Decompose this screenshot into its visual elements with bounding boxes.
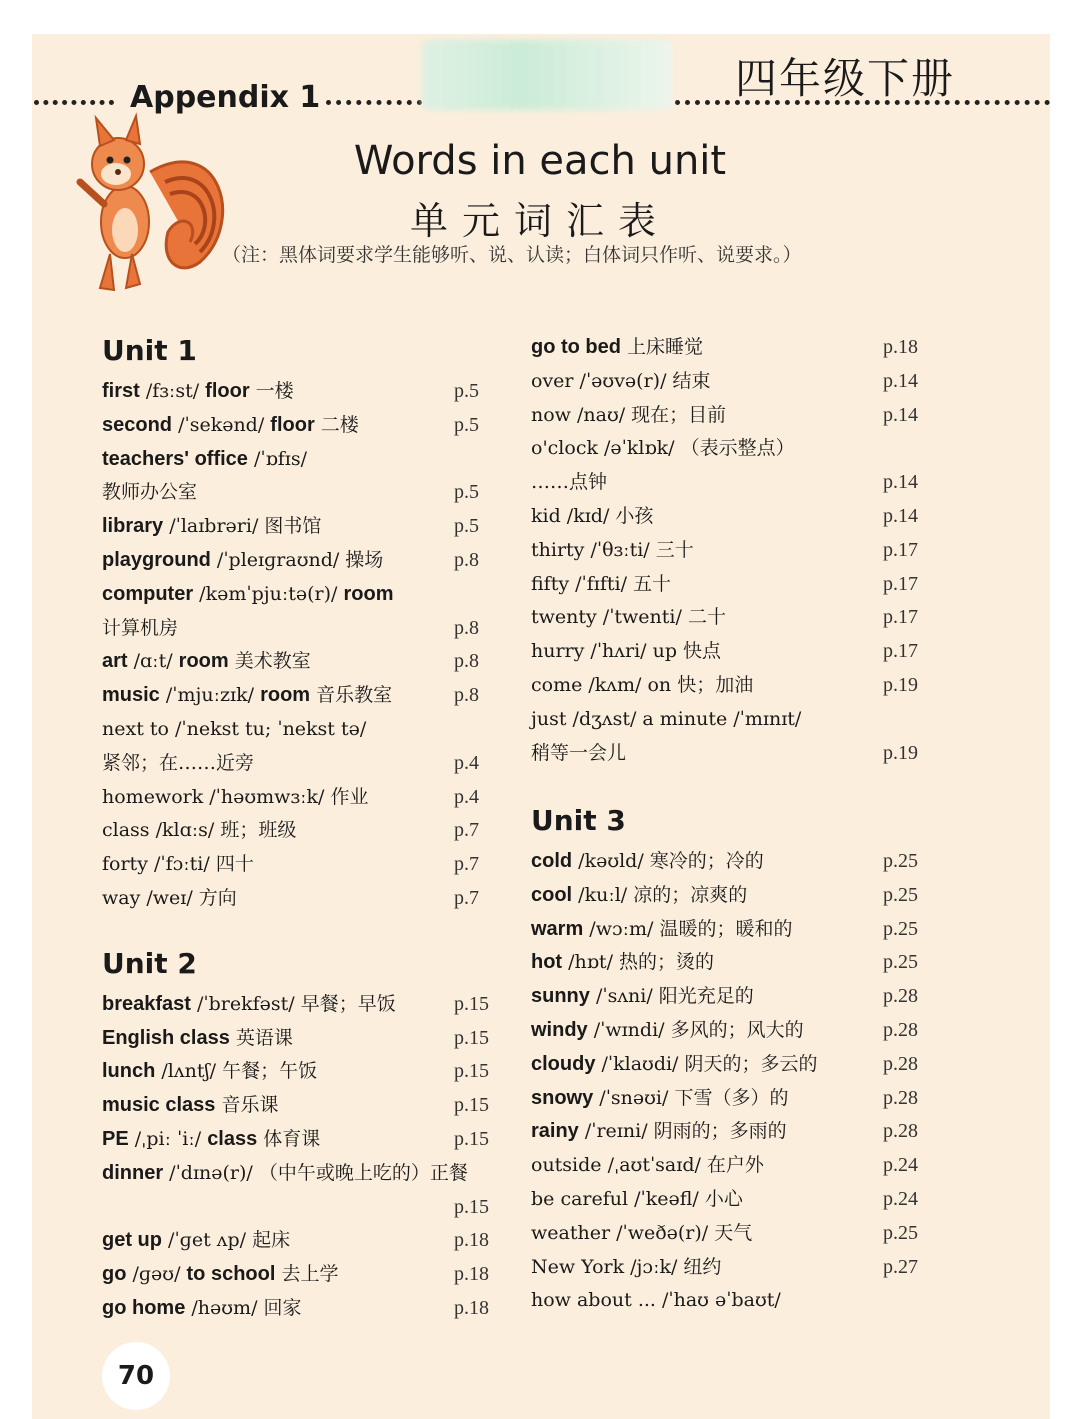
list-item	[531, 1017, 804, 1043]
list-item	[102, 1160, 468, 1186]
entry-definition-extra: 体育课	[257, 1128, 321, 1150]
list-item	[102, 1058, 317, 1084]
list-item	[531, 571, 671, 597]
entry-definition: ……点钟	[531, 471, 608, 494]
entry-word: computer	[102, 582, 194, 605]
entry-word: second	[102, 413, 173, 436]
entry-definition: /ˈklaʊdi/ 阴天的；多云的	[595, 1052, 818, 1075]
entry-definition: /lʌntʃ/ 午餐；午饭	[155, 1060, 318, 1083]
list-item	[102, 750, 254, 776]
entry-definition: be careful /ˈkeəfl/ 小心	[531, 1188, 743, 1210]
entry-word: music	[102, 684, 160, 707]
entry-definition: /ˈdɪnə(r)/ （中午或晚上吃的）正餐	[163, 1161, 468, 1184]
entry-page: p.15	[454, 1195, 489, 1218]
list-item	[531, 983, 754, 1009]
list-item	[102, 991, 396, 1017]
entry-definition: next to /ˈnekst tu; ˈnekst tə/	[102, 718, 367, 740]
entry-page: p.27	[883, 1255, 918, 1278]
list-item	[531, 1287, 781, 1313]
entry-page: p.14	[883, 403, 918, 426]
entry-word-extra: to school	[186, 1263, 276, 1286]
entry-definition: 教师办公室	[102, 481, 198, 504]
entry-definition: twenty /ˈtwenti/ 二十	[531, 606, 726, 629]
list-item	[102, 1227, 290, 1253]
entry-definition: /ˈɒfɪs/	[247, 447, 308, 470]
entry-definition: /kəʊld/ 寒冷的；冷的	[572, 850, 764, 872]
entry-page: p.25	[883, 883, 918, 906]
entry-definition: /kuːl/ 凉的；凉爽的	[572, 883, 748, 906]
entry-definition: /wɔːm/ 温暖的；暖和的	[583, 917, 793, 940]
entry-definition: kid /kɪd/ 小孩	[531, 505, 654, 527]
entry-page: p.7	[454, 853, 479, 876]
entry-word: warm	[531, 917, 584, 940]
list-item	[102, 1025, 293, 1051]
entry-definition: /ɑːt/	[127, 650, 179, 673]
entry-definition: /ˈsʌni/ 阳光充足的	[589, 985, 754, 1008]
list-item	[531, 706, 801, 732]
entry-word: get up	[102, 1229, 162, 1252]
entry-definition: 稍等一会儿	[531, 741, 627, 764]
list-item	[102, 479, 197, 505]
entry-page: p.15	[454, 1060, 489, 1083]
header-dots-middle	[326, 100, 422, 105]
entry-definition: /ˈwɪndi/ 多风的；风大的	[587, 1019, 804, 1041]
entry-definition: 计算机房	[102, 616, 179, 639]
entry-page: p.25	[883, 850, 918, 872]
entry-page: p.17	[883, 606, 918, 629]
entry-definition: /ˈsekənd/	[172, 413, 271, 436]
entry-definition: now /naʊ/ 现在；目前	[531, 403, 727, 426]
list-item	[102, 615, 178, 641]
entry-word: art	[102, 650, 128, 673]
entry-definition-extra: 音乐教室	[310, 684, 393, 707]
entry-word: dinner	[102, 1161, 164, 1184]
entry-page: p.25	[883, 917, 918, 940]
entry-word: go home	[102, 1297, 186, 1319]
entry-definition: /ˌpiː ˈiː/	[128, 1128, 208, 1150]
list-item	[102, 648, 311, 674]
entry-definition: over /ˈəʊvə(r)/ 结束	[531, 369, 711, 392]
entry-page: p.14	[883, 505, 918, 527]
entry-definition-extra: 二楼	[314, 413, 359, 436]
list-item	[531, 469, 607, 495]
entry-definition: way /weɪ/ 方向	[102, 887, 237, 909]
entry-page: p.28	[883, 985, 918, 1008]
entry-page: p.17	[883, 572, 918, 595]
unit-heading: Unit 2	[102, 946, 197, 980]
entry-word: go	[102, 1263, 127, 1286]
header-dots-left	[34, 100, 114, 105]
entry-page: p.7	[454, 887, 479, 909]
entry-page: p.18	[454, 1263, 489, 1286]
list-item	[531, 402, 726, 428]
list-item	[531, 1118, 787, 1144]
entry-definition: how about ... /ˈhaʊ əˈbaʊt/	[531, 1289, 781, 1312]
entry-page: p.8	[454, 549, 479, 571]
entry-definition: hurry /ˈhʌri/ up 快点	[531, 640, 722, 663]
entry-word: playground	[102, 549, 211, 571]
list-item	[531, 1152, 764, 1178]
entry-page: p.19	[883, 741, 918, 764]
entry-page: p.28	[883, 1086, 918, 1109]
list-item	[102, 547, 383, 573]
entry-definition: class /klɑːs/ 班；班级	[102, 819, 297, 842]
list-item	[531, 848, 764, 874]
list-item	[531, 916, 792, 942]
entry-definition: 音乐课	[215, 1094, 279, 1117]
blurred-logo	[422, 40, 672, 110]
entry-definition: /hɒt/ 热的；烫的	[562, 951, 715, 974]
entry-word: English class	[102, 1026, 230, 1049]
list-item	[531, 435, 795, 461]
list-item	[102, 412, 359, 438]
unit-heading: Unit 3	[531, 804, 626, 837]
entry-definition: come /kʌm/ on 快；加油	[531, 674, 754, 696]
entry-word: cool	[531, 883, 573, 906]
list-item	[531, 604, 726, 630]
list-item	[102, 1261, 338, 1287]
entry-page: p.25	[883, 1221, 918, 1244]
entry-page: p.15	[454, 1094, 489, 1117]
list-item	[531, 334, 703, 360]
list-item	[102, 581, 393, 607]
entry-page: p.15	[454, 1026, 489, 1049]
entry-word: breakfast	[102, 992, 191, 1015]
entry-page: p.14	[883, 471, 918, 494]
entry-definition: 英语课	[229, 1026, 293, 1049]
entry-word: sunny	[531, 985, 590, 1008]
list-item	[531, 638, 721, 664]
list-item	[102, 716, 366, 742]
list-item	[102, 885, 237, 911]
entry-definition: /ˈmjuːzɪk/	[159, 684, 261, 707]
entry-word: rainy	[531, 1120, 579, 1143]
entry-word: windy	[531, 1019, 588, 1041]
entry-word-extra: room	[178, 650, 229, 673]
list-item	[531, 882, 747, 908]
entry-definition: /fɜːst/	[139, 380, 206, 402]
list-item	[531, 537, 694, 563]
entry-definition: /kəmˈpjuːtə(r)/	[193, 582, 344, 605]
list-item	[531, 672, 753, 698]
list-item	[102, 1126, 320, 1152]
entry-page: p.4	[454, 751, 479, 774]
entry-definition: /həʊm/ 回家	[185, 1297, 302, 1319]
entry-page: p.14	[883, 369, 918, 392]
list-item	[102, 851, 254, 877]
entry-page: p.15	[454, 1128, 489, 1150]
entry-page: p.17	[883, 640, 918, 663]
entry-definition: just /dʒʌst/ a minute /ˈmɪnɪt/	[531, 707, 802, 730]
list-item	[102, 1092, 278, 1118]
entry-word-extra: floor	[205, 380, 250, 402]
entry-page: p.5	[454, 481, 479, 504]
entry-page: p.18	[454, 1229, 489, 1252]
entry-word: cloudy	[531, 1052, 596, 1075]
entry-definition-extra: 一楼	[249, 380, 294, 402]
entry-page: p.8	[454, 616, 479, 639]
list-item	[531, 503, 653, 529]
list-item	[531, 740, 626, 766]
entry-word: library	[102, 515, 164, 538]
entry-page: p.28	[883, 1019, 918, 1041]
entry-definition: /ˈreɪni/ 阴雨的；多雨的	[578, 1120, 787, 1143]
entry-word: teachers' office	[102, 447, 248, 470]
entry-word-extra: room	[260, 684, 311, 707]
entry-definition: /ˈpleɪɡraʊnd/ 操场	[210, 549, 384, 571]
entry-word: music class	[102, 1094, 216, 1117]
appendix-label: Appendix 1	[124, 80, 326, 115]
list-item	[531, 368, 711, 394]
entry-page: p.28	[883, 1052, 918, 1075]
entry-definition: /ˈsnəʊi/ 下雪（多）的	[593, 1086, 789, 1109]
grade-label: 四年级下册	[735, 54, 956, 103]
list-item	[531, 1186, 743, 1212]
entry-page: p.8	[454, 650, 479, 673]
entry-page: p.19	[883, 674, 918, 696]
entry-page: p.15	[454, 992, 489, 1015]
entry-definition: homework /ˈhəʊmwɜːk/ 作业	[102, 785, 369, 808]
entry-word: go to bed	[531, 336, 621, 358]
entry-word-extra: room	[343, 582, 394, 605]
entry-page: p.28	[883, 1120, 918, 1143]
list-item	[102, 784, 368, 810]
entry-definition: 上床睡觉	[620, 336, 704, 358]
entry-page: p.7	[454, 819, 479, 842]
title-english: Words in each unit	[353, 138, 727, 184]
title-note: （注：黑体词要求学生能够听、说、认读；白体词只作听、说要求。）	[222, 244, 802, 266]
list-item	[531, 1051, 818, 1077]
entry-page: p.24	[883, 1188, 918, 1210]
entry-page: p.18	[883, 336, 918, 358]
entry-definition: weather /ˈweðə(r)/ 天气	[531, 1221, 753, 1244]
entry-word-extra: floor	[270, 413, 315, 436]
entry-definition: forty /ˈfɔːti/ 四十	[102, 853, 254, 876]
list-item	[102, 378, 294, 404]
entry-page: p.5	[454, 380, 479, 402]
list-item	[531, 949, 714, 975]
entry-definition: thirty /ˈθɜːti/ 三十	[531, 538, 694, 561]
entry-definition: /ˈɡet ʌp/ 起床	[162, 1229, 291, 1252]
list-item	[531, 1220, 752, 1246]
entry-page: p.5	[454, 515, 479, 538]
entry-word: snowy	[531, 1086, 594, 1109]
entry-page: p.24	[883, 1154, 918, 1177]
entry-word: cold	[531, 850, 573, 872]
entry-page: p.8	[454, 684, 479, 707]
entry-word: PE	[102, 1128, 129, 1150]
list-item	[531, 1254, 721, 1280]
entry-definition: fifty /ˈfɪfti/ 五十	[531, 572, 672, 595]
entry-definition: New York /jɔːk/ 纽约	[531, 1255, 722, 1278]
entry-word: first	[102, 380, 140, 402]
entry-page: p.5	[454, 413, 479, 436]
page-number: 70	[102, 1342, 170, 1410]
entry-definition: /ɡəʊ/	[126, 1263, 187, 1286]
entry-definition-extra: 去上学	[275, 1263, 339, 1286]
entry-definition: /ˈlaɪbrəri/ 图书馆	[163, 515, 322, 538]
list-item	[102, 446, 307, 472]
entry-page: p.4	[454, 785, 479, 808]
list-item	[531, 1085, 788, 1111]
list-item	[102, 817, 296, 843]
entry-page: p.18	[454, 1297, 489, 1319]
entry-definition: outside /ˌaʊtˈsaɪd/ 在户外	[531, 1154, 764, 1177]
entry-word-extra: class	[207, 1128, 258, 1150]
entry-word: hot	[531, 951, 563, 974]
list-item	[102, 513, 321, 539]
entry-definition: 紧邻；在……近旁	[102, 751, 255, 774]
entry-definition: o'clock /əˈklɒk/ （表示整点）	[531, 437, 795, 460]
list-item	[102, 1295, 302, 1321]
entry-definition-extra: 美术教室	[228, 650, 311, 673]
entry-page: p.25	[883, 951, 918, 974]
list-item	[102, 682, 392, 708]
unit-heading: Unit 1	[102, 334, 197, 367]
title-chinese: 单元词汇表	[409, 199, 670, 243]
entry-definition: /ˈbrekfəst/ 早餐；早饭	[190, 992, 396, 1015]
entry-page: p.17	[883, 538, 918, 561]
entry-word: lunch	[102, 1060, 156, 1083]
